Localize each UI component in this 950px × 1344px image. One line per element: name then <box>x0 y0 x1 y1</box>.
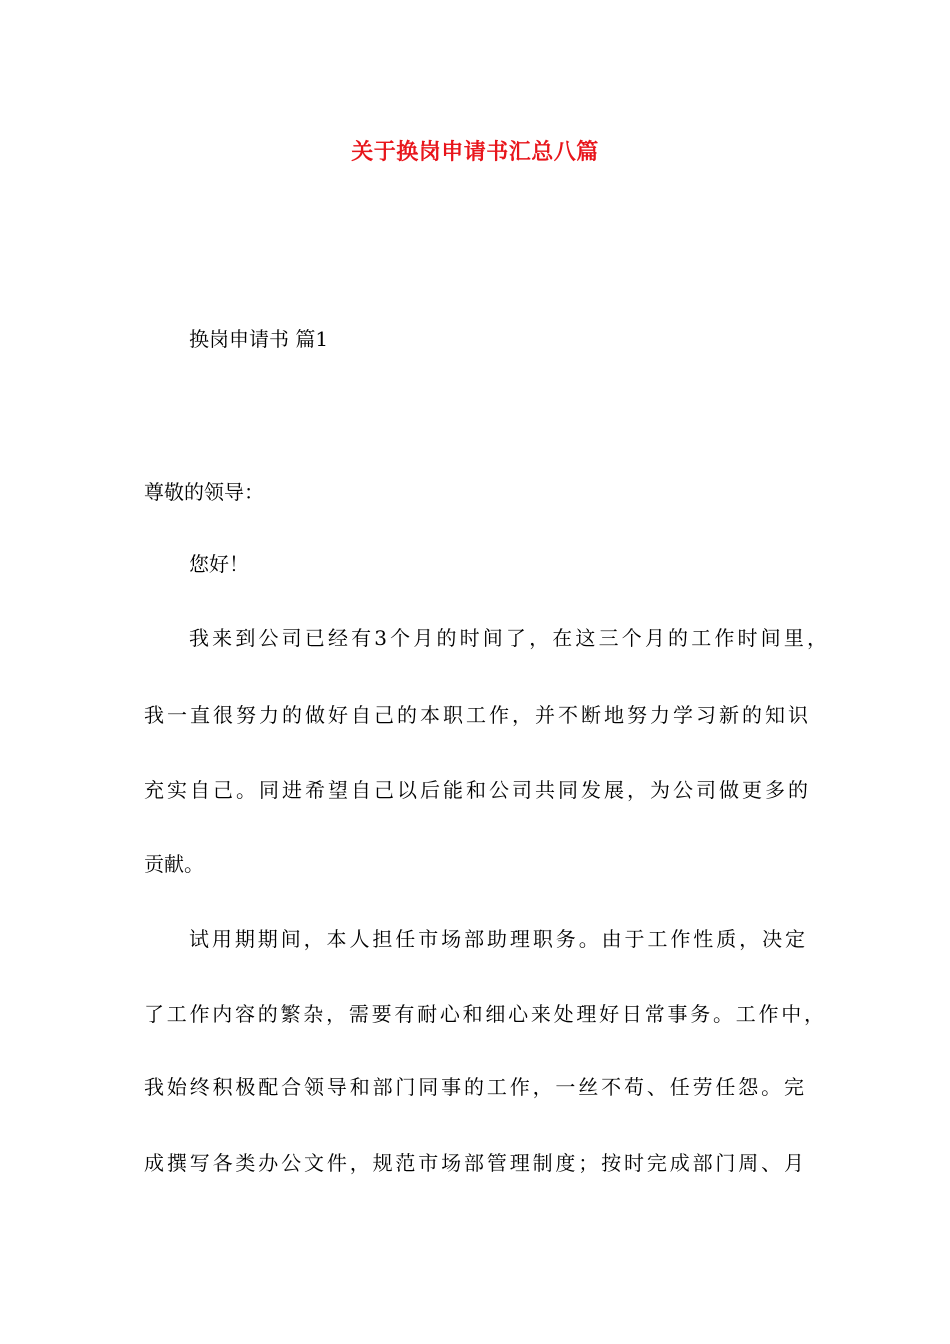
paragraph-1-line-2: 我一直很努力的做好自己的本职工作，并不断地努力学习新的知识 <box>144 703 808 727</box>
paragraph-1-line-1: 我来到公司已经有3个月的时间了，在这三个月的工作时间里， <box>189 626 827 650</box>
salutation: 尊敬的领导： <box>144 480 264 504</box>
document-title: 关于换岗申请书汇总八篇 <box>351 139 599 165</box>
paragraph-1-line-3: 充实自己。同进希望自己以后能和公司共同发展，为公司做更多的 <box>144 778 808 802</box>
paragraph-2-line-3: 我始终积极配合领导和部门同事的工作，一丝不苟、任劳任怨。完 <box>144 1075 804 1099</box>
paragraph-2-line-2: 了工作内容的繁杂，需要有耐心和细心来处理好日常事务。工作中， <box>144 1002 824 1026</box>
greeting: 您好！ <box>189 552 249 576</box>
paragraph-1-line-4: 贡献。 <box>144 852 204 876</box>
paragraph-2-line-4: 成撰写各类办公文件，规范市场部管理制度；按时完成部门周、月 <box>144 1151 804 1175</box>
section-heading: 换岗申请书 篇1 <box>189 327 329 351</box>
paragraph-2-line-1: 试用期期间，本人担任市场部助理职务。由于工作性质，决定 <box>189 927 805 951</box>
